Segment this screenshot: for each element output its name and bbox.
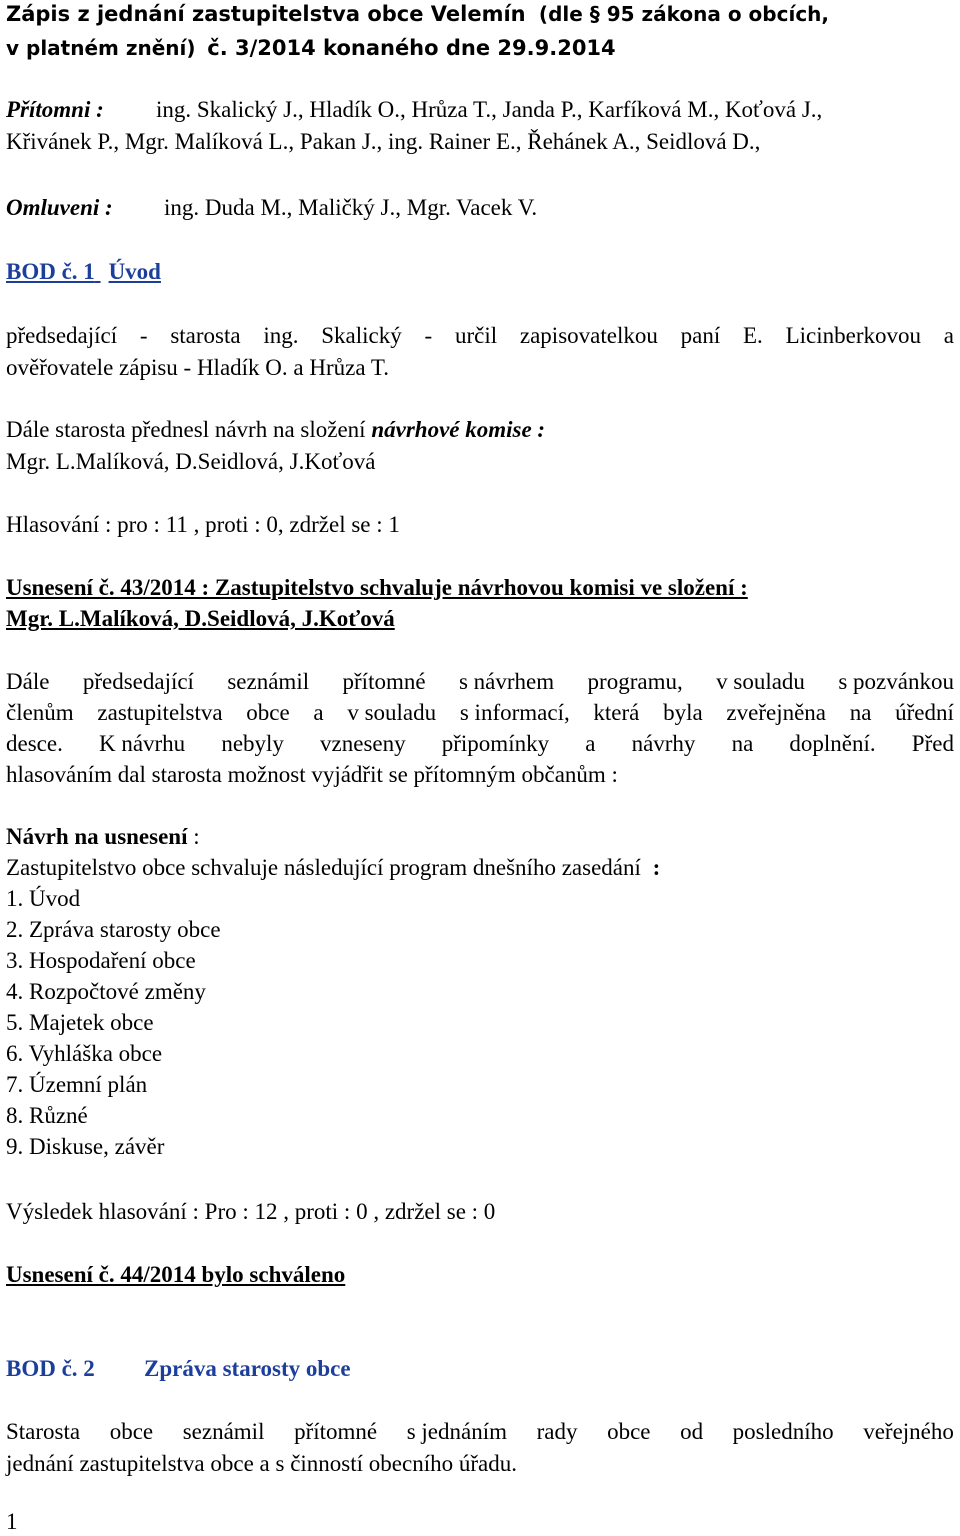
word: rady — [536, 1419, 578, 1444]
word: přítomné — [342, 669, 426, 694]
bod2-title: Zpráva starosty obce — [144, 1356, 351, 1381]
present-names-1: ing. Skalický J., Hladík O., Hrůza T., Janda P., Karfíková M., Koťová J., — [156, 97, 823, 122]
proposal-text: Dále starosta přednesl návrh na složení — [6, 417, 366, 442]
word: a — [313, 700, 324, 725]
motion-text: Zastupitelstvo obce schvaluje následující program dnešního zasedání — [6, 855, 641, 880]
present-line-1 — [6, 96, 954, 124]
program-line-2 — [6, 699, 954, 727]
word: určil — [454, 323, 498, 348]
present-label: Přítomni : — [6, 97, 104, 122]
word: starosta — [170, 323, 241, 348]
word: seznámil — [227, 669, 310, 694]
word: programu, — [587, 669, 683, 694]
bod2-number: BOD č. 2 — [6, 1356, 95, 1381]
agenda-item: 9. Diskuse, závěr — [6, 1134, 165, 1159]
resolution-44: Usnesení č. 44/2014 bylo schváleno — [6, 1262, 346, 1287]
word: s pozvánkou — [838, 669, 954, 694]
proposal-commission-label: návrhové komise : — [371, 417, 546, 442]
resolution-43-line-1: Usnesení č. 43/2014 : Zastupitelstvo schvaluje návrhovou komisi ve složení : — [6, 575, 748, 600]
subtitle-validity: v platném znění) — [6, 36, 196, 60]
bod1-proposal-line — [6, 416, 954, 444]
word: obce — [246, 700, 290, 725]
program-line-1 — [6, 668, 954, 696]
word: která — [593, 700, 640, 725]
resolution-43-line-2: Mgr. L.Malíková, D.Seidlová, J.Koťová — [6, 606, 395, 631]
document-subtitle — [6, 34, 954, 62]
motion-text-line — [6, 854, 954, 882]
title-law-reference: (dle § 95 zákona o obcích, — [538, 2, 830, 26]
motion-label: Návrh na usnesení — [6, 824, 188, 849]
word: - — [139, 323, 148, 348]
commission-members: Mgr. L.Malíková, D.Seidlová, J.Koťová — [6, 449, 376, 474]
agenda-item: 7. Územní plán — [6, 1072, 148, 1097]
excused-names: ing. Duda M., Maličký J., Mgr. Vacek V. — [164, 195, 538, 220]
word: doplnění. — [789, 731, 876, 756]
vote-result-2: Výsledek hlasování : Pro : 12 , proti : 0 , zdržel se : 0 — [6, 1199, 496, 1224]
motion-label-line — [6, 823, 954, 851]
word: veřejného — [863, 1419, 954, 1444]
word: vzneseny — [320, 731, 406, 756]
word: E. — [743, 323, 763, 348]
word: v souladu — [716, 669, 805, 694]
bod2-heading — [6, 1355, 954, 1383]
word: ing. — [263, 323, 299, 348]
word: obce — [109, 1419, 154, 1444]
word: návrhy — [631, 731, 696, 756]
bod2-paragraph-line-1 — [6, 1418, 954, 1446]
word: předsedající — [6, 323, 118, 348]
word: od — [680, 1419, 704, 1444]
word: úřední — [895, 700, 954, 725]
word: Starosta — [6, 1419, 81, 1444]
vote-result-1: Hlasování : pro : 11 , proti : 0, zdržel se : 1 — [6, 512, 400, 537]
word: s návrhem — [458, 669, 555, 694]
agenda-item: 5. Majetek obce — [6, 1010, 154, 1035]
word: desce. — [6, 731, 63, 756]
program-line-3 — [6, 730, 954, 758]
bod1-heading — [6, 258, 954, 286]
word: předsedající — [82, 669, 194, 694]
bod1-title: Úvod — [108, 259, 161, 284]
bod1-chair-line-2: ověřovatele zápisu - Hladík O. a Hrůza T. — [6, 355, 389, 380]
word: na — [731, 731, 754, 756]
word: paní — [680, 323, 721, 348]
agenda-item: 8. Různé — [6, 1103, 88, 1128]
word: Dále — [6, 669, 50, 694]
word: s jednáním — [406, 1419, 507, 1444]
word: Skalický — [321, 323, 402, 348]
word: zveřejněna — [726, 700, 826, 725]
word: Licinberkovou — [785, 323, 921, 348]
word: s informací, — [459, 700, 570, 725]
word: byla — [663, 700, 703, 725]
word: - — [424, 323, 433, 348]
word: na — [849, 700, 872, 725]
agenda-item: 4. Rozpočtové změny — [6, 979, 206, 1004]
present-names-2: Křivánek P., Mgr. Malíková L., Pakan J., ing. Rainer E., Řehánek A., Seidlová D., — [6, 129, 761, 154]
motion-colon: : — [187, 824, 200, 849]
agenda-item: 6. Vyhláška obce — [6, 1041, 163, 1066]
word: seznámil — [182, 1419, 265, 1444]
motion-text-colon: : — [652, 855, 661, 880]
page-number: 1 — [6, 1509, 18, 1534]
word: posledního — [732, 1419, 834, 1444]
agenda-item: 1. Úvod — [6, 886, 81, 911]
agenda-item: 2. Zpráva starosty obce — [6, 917, 221, 942]
word: zastupitelstva — [97, 700, 223, 725]
excused-line — [6, 194, 954, 222]
bod1-number: BOD č. 1 — [6, 259, 95, 284]
word: K návrhu — [98, 731, 186, 756]
word: členům — [6, 700, 74, 725]
document-title — [6, 0, 954, 28]
title-text: Zápis z jednání zastupitelstva obce Velemín — [6, 2, 526, 26]
word: přítomné — [294, 1419, 378, 1444]
word: Před — [911, 731, 954, 756]
word: v souladu — [347, 700, 437, 725]
bod1-chair-line-1 — [6, 322, 954, 350]
subtitle-meeting-date: č. 3/2014 konaného dne 29.9.2014 — [207, 36, 616, 60]
word: připomínky — [441, 731, 550, 756]
word: obce — [607, 1419, 651, 1444]
bod2-paragraph-line-2: jednání zastupitelstva obce a s činností obecního úřadu. — [6, 1451, 517, 1476]
word: a — [943, 323, 954, 348]
agenda-item: 3. Hospodaření obce — [6, 948, 196, 973]
word: a — [585, 731, 596, 756]
word: zapisovatelkou — [519, 323, 658, 348]
program-line-4: hlasováním dal starosta možnost vyjádřit se přítomným občanům : — [6, 762, 618, 787]
word: nebyly — [221, 731, 284, 756]
excused-label: Omluveni : — [6, 195, 113, 220]
